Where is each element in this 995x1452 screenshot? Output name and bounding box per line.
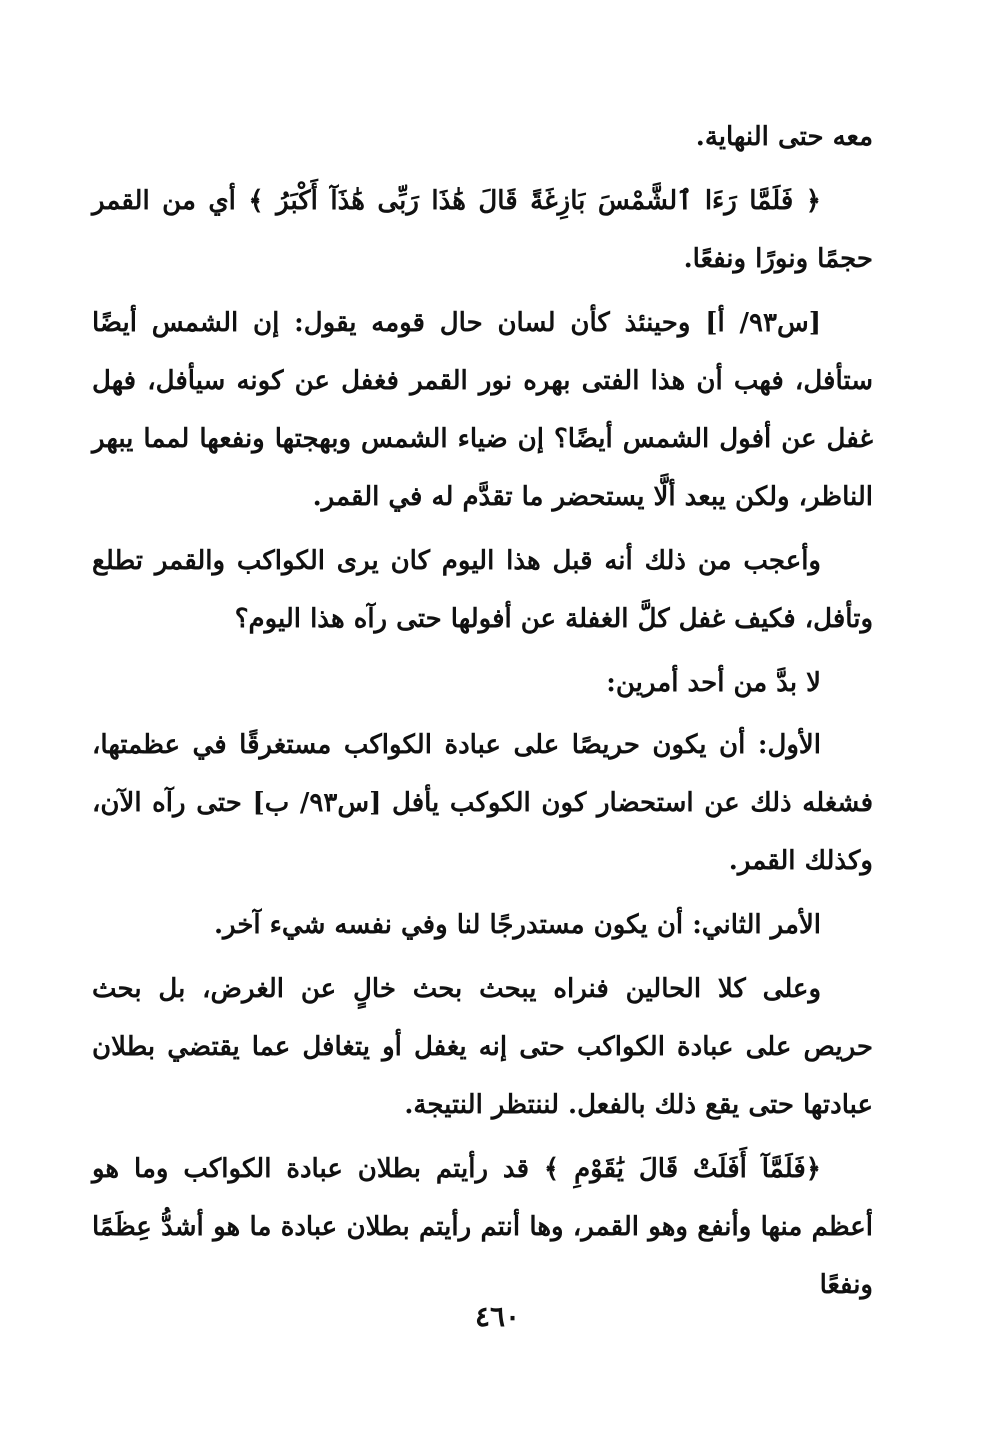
- paragraph-text: قد رأيتم بطلان عبادة الكواكب وما هو أعظم منها وأنفع وهو القمر، وها أنتم رأيتم بطلان عبادة ما هو أشدُّ عِظَمًا ونفعًا: [92, 1154, 873, 1300]
- paragraph-text: وعلى كلا الحالين فنراه يبحث بحث خالٍ عن الغرض، بل بحث حريص على عبادة الكواكب حتى إنه يغفل أو يتغافل عما يقتضي بطلان عبادتها حتى يقع ذلك بالفعل. لننتظر النتيجة.: [92, 974, 873, 1120]
- paragraph-2: [92, 172, 873, 288]
- paragraph-text: وأعجب من ذلك أنه قبل هذا اليوم كان يرى الكواكب والقمر تطلع وتأفل، فكيف غفل كلَّ الغفلة عن أفولها حتى رآه هذا اليوم؟: [92, 546, 873, 634]
- paragraph-text: الأول: أن يكون حريصًا على عبادة الكواكب مستغرقًا في عظمتها، فشغله ذلك عن استحضار كون الكوكب يأفل [س٩٣/ ب] حتى رآه الآن، وكذلك القمر.: [92, 730, 873, 876]
- paragraph-9: [92, 1140, 873, 1314]
- paragraph-1: [92, 108, 873, 166]
- page-body-text: [92, 108, 873, 1320]
- paragraph-text: لا بدَّ من أحد أمرين:: [606, 668, 821, 698]
- paragraph-text: [س٩٣/ أ] وحينئذ كأن لسان حال قومه يقول: إن الشمس أيضًا ستأفل، فهب أن هذا الفتى بهره نور القمر فغفل عن كونه سيأفل، فهل غفل عن أفول الشمس أيضًا؟ إن ضياء الشمس وبهجتها ونفعها لمما يبهر الناظر، ولكن يبعد ألَّا يستحضر ما تقدَّم له في القمر.: [92, 308, 873, 512]
- paragraph-text: معه حتى النهاية.: [695, 122, 873, 152]
- paragraph-8: [92, 960, 873, 1134]
- paragraph-4: [92, 532, 873, 648]
- quran-verse: ﴿ فَلَمَّا رَءَا ٱلشَّمْسَ بَازِغَةً قَالَ هَٰذَا رَبِّى هَٰذَآ أَكْبَرُ ﴾: [248, 186, 822, 216]
- paragraph-text: أي من القمر حجمًا ونورًا ونفعًا.: [92, 186, 873, 274]
- paragraph-5: [92, 654, 873, 712]
- page-number: ٤٦٠: [474, 1300, 521, 1333]
- paragraph-7: [92, 896, 873, 954]
- paragraph-6: [92, 716, 873, 890]
- quran-verse: ﴿فَلَمَّآ أَفَلَتْ قَالَ يَٰقَوْمِ ﴾: [543, 1154, 821, 1184]
- paragraph-3: [92, 294, 873, 526]
- paragraph-text: الأمر الثاني: أن يكون مستدرجًا لنا وفي نفسه شيء آخر.: [213, 910, 821, 940]
